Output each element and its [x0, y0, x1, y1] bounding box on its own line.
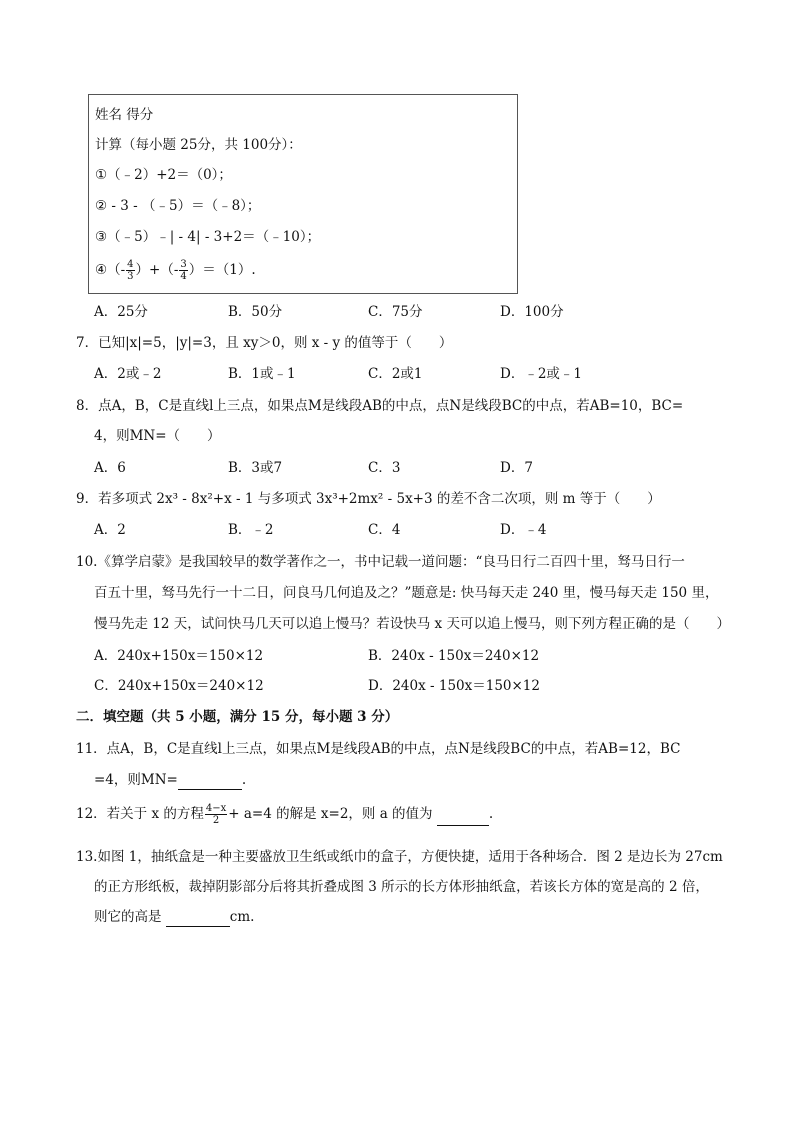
- q8-option-b: B．3或7: [228, 460, 283, 476]
- q9-stem: 9．若多项式 2x³ - 8x²+x - 1 与多项式 3x³+2mx² - 5x+3 的差不含二次项，则 m 等于（ ）: [76, 491, 661, 507]
- q9-option-c: C．4: [368, 522, 401, 538]
- q8-stem-line2: 4，则MN=（ ）: [94, 428, 221, 444]
- q10-stem-line1: 10.《算学启蒙》是我国较早的数学著作之一，书中记载一道问题：“良马日行二百四十里，驽马日行一: [76, 554, 685, 570]
- q9-option-b: B．﹣2: [228, 522, 274, 538]
- q10-option-d: D．240x - 150x＝150×12: [368, 678, 540, 694]
- q8-stem-line1: 8．点A，B，C是直线l上三点，如果点M是线段AB的中点，点N是线段BC的中点，若AB=10，BC=: [76, 398, 684, 414]
- q7-option-c: C．2或1: [368, 366, 423, 382]
- q10-option-c: C．240x+150x＝240×12: [94, 678, 264, 694]
- item4-mid: ）+（-: [135, 262, 179, 278]
- q9-option-d: D．﹣4: [500, 522, 547, 538]
- q7-stem: 7．已知|x|=5，|y|=3，且 xy＞0，则 x - y 的值等于（ ）: [76, 335, 453, 351]
- q12-answer-blank: [437, 811, 489, 826]
- q13-stem-line1: 13.如图 1，抽纸盒是一种主要盛放卫生纸或纸巾的盒子，方便快捷，适用于各种场合．图 2 是边长为 27cm: [76, 849, 723, 865]
- box-item-1: ①（﹣2）+2＝（0）；: [95, 167, 232, 183]
- item4-prefix: ④（-: [95, 262, 126, 278]
- q6-option-d: D．100分: [500, 304, 564, 320]
- q9-option-a: A．2: [94, 522, 126, 538]
- q12-stem: 12．若关于 x 的方程 $\frac{4-x}{2}$ + a=4 的解是 x=2，则 a 的值为 .: [76, 803, 494, 826]
- box-item-2: ② - 3 - （﹣5）＝（﹣8）；: [95, 198, 261, 214]
- q8-option-d: D．7: [500, 460, 533, 476]
- fraction-3-4: $\frac{3}{4}$: [180, 259, 187, 282]
- q10-option-b: B．240x - 150x＝240×12: [368, 648, 540, 664]
- q11-stem-line2: =4，则MN= .: [94, 772, 247, 788]
- section-2-heading: 二．填空题（共 5 小题，满分 15 分，每小题 3 分）: [76, 709, 399, 725]
- q8-option-c: C．3: [368, 460, 401, 476]
- q7-option-a: A．2或﹣2: [94, 366, 162, 382]
- q10-option-a: A．240x+150x＝150×12: [94, 648, 264, 664]
- student-work-box: [88, 94, 518, 294]
- q11-answer-blank: [178, 775, 242, 790]
- q6-option-b: B．50分: [228, 304, 283, 320]
- box-item-3: ③（﹣5）﹣| - 4| - 3+2＝（﹣10）；: [95, 229, 321, 245]
- box-intro: 计算（每小题 25分，共 100分）：: [95, 137, 302, 153]
- q7-option-b: B．1或﹣1: [228, 366, 296, 382]
- q6-option-c: C．75分: [368, 304, 423, 320]
- fraction-4-3: $\frac{4}{3}$: [127, 259, 134, 282]
- q13-answer-blank: [166, 912, 230, 927]
- q8-option-a: A．6: [94, 460, 126, 476]
- q13-stem-line3: 则它的高是 cm.: [94, 909, 255, 925]
- q7-option-d: D．﹣2或﹣1: [500, 366, 583, 382]
- q11-stem-line1: 11．点A，B，C是直线l上三点，如果点M是线段AB的中点，点N是线段BC的中点，若AB=12，BC: [76, 741, 681, 757]
- q12-fraction: $\frac{4-x}{2}$: [205, 803, 227, 826]
- q13-stem-line2: 的正方形纸板，裁掉阴影部分后将其折叠成图 3 所示的长方体形抽纸盒，若该长方体的宽是高的 2 倍，: [94, 879, 709, 895]
- box-header: 姓名 得分: [95, 107, 154, 123]
- q6-option-a: A．25分: [94, 304, 148, 320]
- box-item-4: [95, 259, 256, 282]
- q10-stem-line3: 慢马先走 12 天，试问快马几天可以追上慢马？若设快马 x 天可以追上慢马，则下列方程正确的是（ ）: [94, 616, 730, 632]
- q10-stem-line2: 百五十里，驽马先行一十二日，问良马几何追及之？”题意是: 快马每天走 240 里，慢马每天走 150 里，: [94, 585, 719, 601]
- item4-suffix: ）＝（1）.: [188, 262, 256, 278]
